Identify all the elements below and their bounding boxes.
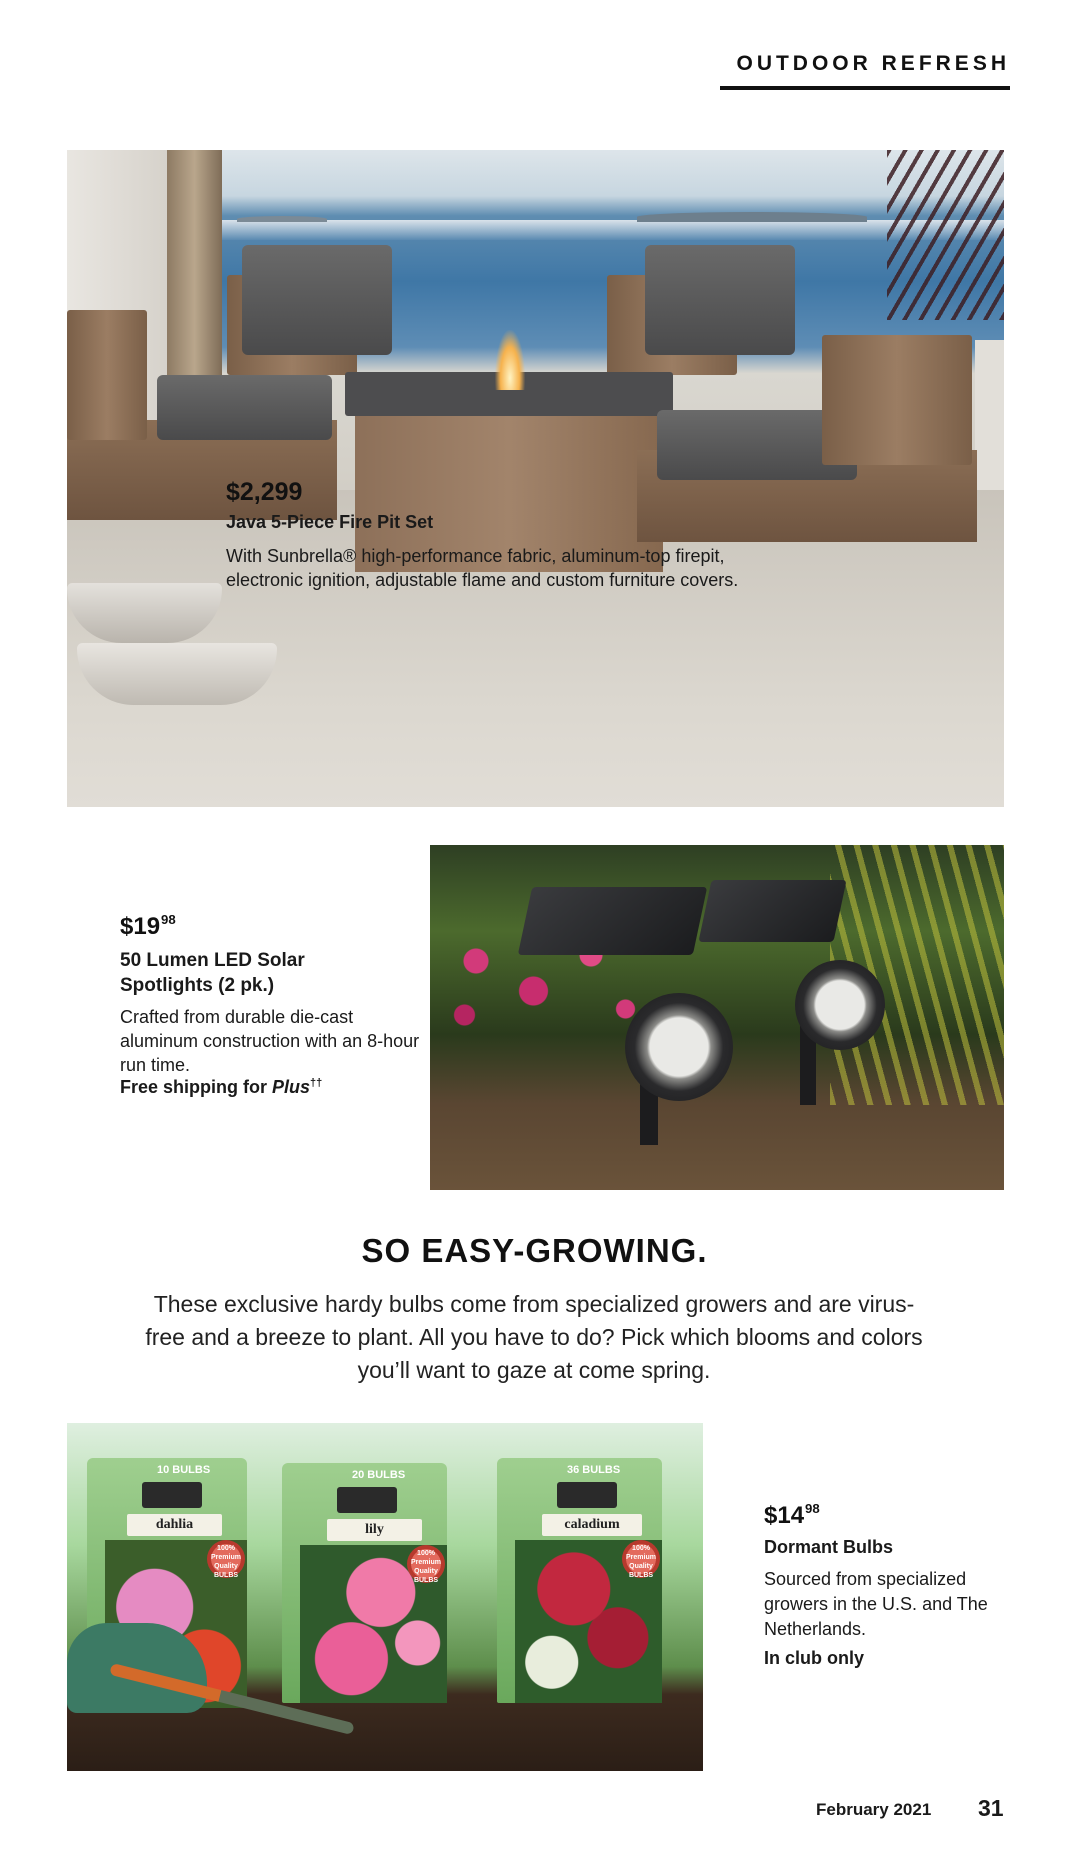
bulbs-description: Sourced from specialized growers in the U.S. and The Netherlands.: [764, 1569, 988, 1639]
bulbs-availability: In club only: [764, 1648, 865, 1668]
shipping-prefix: Free shipping for: [120, 1077, 273, 1097]
bulbs-name: Dormant Bulbs: [764, 1537, 894, 1557]
back-right-chair-cushion: [645, 245, 795, 355]
solar-name: 50 Lumen LED Solar Spotlights (2 pk.): [120, 950, 305, 996]
firepit-price: $2,299: [226, 478, 303, 506]
bulbs-price-dollars: $14: [764, 1501, 805, 1529]
lily-box: [282, 1463, 447, 1703]
front-left-chair-back: [67, 310, 147, 440]
back-left-chair-cushion: [242, 245, 392, 355]
shipping-footnote-mark: ††: [310, 1077, 323, 1089]
caladium-box: [497, 1458, 662, 1703]
flame: [495, 330, 525, 390]
lily-handle: [337, 1487, 397, 1513]
solar-shipping: [120, 1077, 322, 1098]
palm-leaves: [887, 150, 1004, 320]
solar-panel-right: [698, 880, 846, 942]
island-far: [237, 216, 327, 222]
solar-description: Crafted from durable die-cast aluminum construction with an 8-hour run time.: [120, 1007, 420, 1075]
promo-body: These exclusive hardy bulbs come from specialized growers and are virus-free and a breeze to plant. All you have to do? Pick which blooms and colors you’ll want to gaze at come spring.: [145, 1291, 923, 1383]
firepit-photo: [67, 150, 1004, 807]
bulbs-price: [764, 1501, 820, 1530]
header-rule: [720, 86, 1010, 90]
promo-headline: SO EASY-GROWING.: [361, 1232, 708, 1269]
stone-bowl-small: [77, 643, 277, 705]
solar-panel-left: [518, 887, 707, 955]
spotlight-lamp-left: [625, 993, 733, 1101]
firepit-name: Java 5-Piece Fire Pit Set: [226, 512, 434, 532]
front-right-chair-back: [822, 335, 972, 465]
caladium-label: caladium: [542, 1514, 642, 1536]
caladium-handle: [557, 1482, 617, 1508]
shipping-program: Plus: [272, 1077, 311, 1097]
lily-label: lily: [327, 1519, 422, 1541]
lily-quality-seal: 100% Premium Quality BULBS: [407, 1545, 445, 1583]
dahlia-quality-seal: 100% Premium Quality BULBS: [207, 1540, 245, 1578]
lily-count: 20 BULBS: [352, 1469, 406, 1481]
section-title: OUTDOOR REFRESH: [736, 52, 1010, 75]
solar-price-dollars: $19: [120, 912, 161, 940]
solar-photo: [430, 845, 1004, 1190]
dahlia-handle: [142, 1482, 202, 1508]
page-number: 31: [978, 1795, 1004, 1821]
driftwood-sculpture: [167, 150, 222, 410]
caladium-count: 36 BULBS: [567, 1464, 621, 1476]
footer-date: February 2021: [816, 1800, 932, 1819]
dahlia-count: 10 BULBS: [157, 1464, 211, 1476]
front-left-chair-seat: [157, 375, 332, 440]
garden-glove: [67, 1623, 207, 1713]
solar-price-cents: 98: [161, 912, 176, 927]
solar-price: [120, 912, 176, 941]
bulbs-price-cents: 98: [805, 1501, 820, 1516]
firepit-description: With Sunbrella® high-performance fabric, aluminum-top firepit, electronic ignition, adjustable flame and custom furniture covers.: [226, 546, 739, 590]
bulbs-photo: [67, 1423, 703, 1771]
caladium-quality-seal: 100% Premium Quality BULBS: [622, 1540, 660, 1578]
dahlia-label: dahlia: [127, 1514, 222, 1536]
island: [637, 212, 867, 222]
spotlight-lamp-right: [795, 960, 885, 1050]
